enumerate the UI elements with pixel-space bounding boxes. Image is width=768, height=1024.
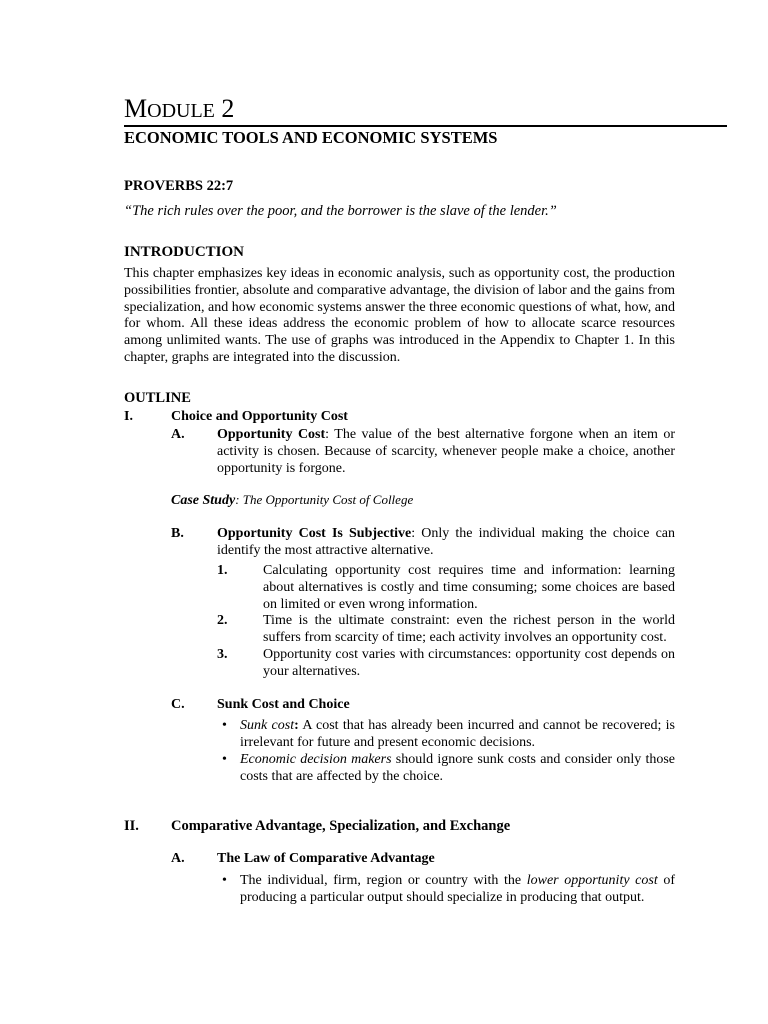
case-study-line: Case Study: The Opportunity Cost of College bbox=[171, 492, 414, 508]
item-ib-text: Opportunity Cost Is Subjective: Only the individual making the choice can identify the most attractive alternative. bbox=[217, 526, 676, 558]
item-ia-text: Opportunity Cost: The value of the best alternative forgone when an item or activity is chosen. Because of scarcity, whenever people make a choice, another opportunity is forgone. bbox=[217, 427, 675, 476]
section-ii-title: Comparative Advantage, Specialization, and Exchange bbox=[171, 818, 511, 834]
introduction-heading: INTRODUCTION bbox=[124, 244, 245, 260]
item-ib1-text: Calculating opportunity cost requires time and information: learning about alternatives is costly and time consuming; some choices are based on limited or even wrong information. bbox=[263, 563, 675, 612]
item-ib2-number: 2. bbox=[217, 613, 228, 628]
item-iia-bullet-1: The individual, firm, region or country with the lower opportunity cost of producing a particular output should specialize in producing that output. bbox=[240, 873, 675, 905]
item-ib2-text: Time is the ultimate constraint: even the richest person in the world suffers from scarcity of time; each activity involves an opportunity cost. bbox=[263, 613, 675, 645]
outline-heading: OUTLINE bbox=[124, 390, 191, 406]
bullet-icon: • bbox=[222, 873, 227, 888]
item-iia-title: The Law of Comparative Advantage bbox=[217, 851, 435, 866]
introduction-paragraph: This chapter emphasizes key ideas in economic analysis, such as opportunity cost, the production possibilities frontier, absolute and comparative advantage, the division of labor and the gains from specialization, and how economic systems answer the three economic questions of what, how, and for whom. All these ideas address the economic problem of how to allocate scarce resources among unlimited wants. The use of graphs was introduced in the Appendix to Chapter 1. In this chapter, graphs are integrated into the discussion. bbox=[124, 266, 675, 365]
item-ic-letter: C. bbox=[171, 697, 185, 712]
item-ib3-number: 3. bbox=[217, 647, 228, 662]
module-subtitle: ECONOMIC TOOLS AND ECONOMIC SYSTEMS bbox=[124, 128, 498, 147]
title-rule bbox=[124, 125, 727, 127]
item-ib3-text: Opportunity cost varies with circumstances: opportunity cost depends on your alternatives. bbox=[263, 647, 675, 679]
section-i-title: Choice and Opportunity Cost bbox=[171, 409, 348, 424]
item-ic-title: Sunk Cost and Choice bbox=[217, 697, 350, 712]
item-ib-letter: B. bbox=[171, 526, 184, 541]
item-ib1-number: 1. bbox=[217, 563, 228, 578]
module-title: MODULE 2 bbox=[124, 94, 235, 123]
item-ia-letter: A. bbox=[171, 427, 185, 442]
bullet-icon: • bbox=[222, 718, 227, 733]
section-i-number: I. bbox=[124, 409, 133, 424]
item-ic-bullet-2: Economic decision makers should ignore sunk costs and consider only those costs that are affected by the choice. bbox=[240, 752, 675, 784]
item-ic-bullet-1: Sunk cost: A cost that has already been incurred and cannot be recovered; is irrelevant for future and present economic decisions. bbox=[240, 718, 676, 750]
bullet-icon: • bbox=[222, 752, 227, 767]
section-ii-number: II. bbox=[124, 818, 139, 834]
proverbs-heading: PROVERBS 22:7 bbox=[124, 178, 234, 194]
proverbs-quote: “The rich rules over the poor, and the borrower is the slave of the lender.” bbox=[124, 203, 557, 219]
item-iia-letter: A. bbox=[171, 851, 185, 866]
